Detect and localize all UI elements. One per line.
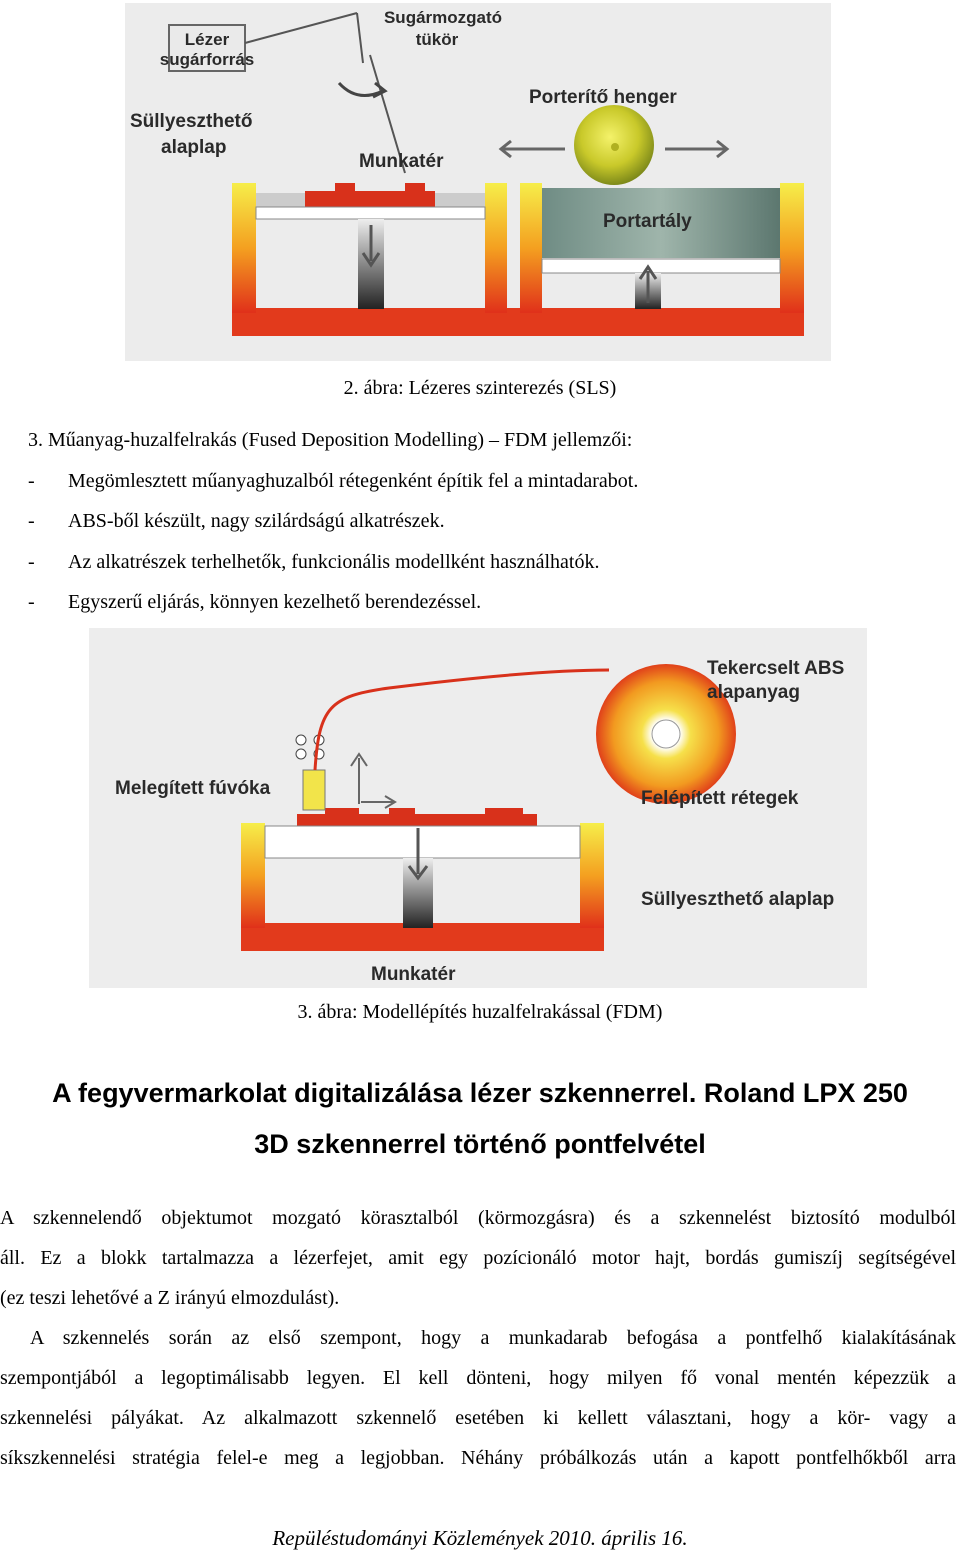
sls-label-chamber: Munkatér — [359, 151, 444, 172]
paragraph-line: áll. Ez a blokk tartalmazza a lézerfejet, amit egy pozícionáló motor hajt, bordás gumiszíj segítségével — [0, 1247, 956, 1269]
sls-label-tank: Portartály — [603, 211, 692, 232]
figure-2-caption: 2. ábra: Lézeres szinterezés (SLS) — [343, 377, 617, 399]
sls-label-mirror-2: tükör — [415, 30, 459, 49]
fdm-platform — [265, 826, 580, 858]
paragraph-line: A szkennelendő objektumot mozgató körasztalból (körmozgásra) és a szkennelést biztosító modulból — [0, 1207, 956, 1229]
sls-label-mirror-1: Sugármozgató — [383, 8, 503, 27]
paragraph-line: síkszkennelési stratégia felel-e meg a legjobban. Néhány próbálkozás után a kapott pontfelhőkből arra — [0, 1447, 956, 1469]
fdm-nozzle — [303, 770, 325, 810]
page-footer: Repüléstudományi Közlemények 2010. április 16. — [272, 1526, 688, 1550]
fdm-label-spool-2: alapanyag — [707, 682, 800, 703]
figure-fdm — [89, 628, 867, 988]
sls-wall — [520, 183, 542, 313]
fdm-label-spool-1: Tekercselt ABS — [707, 658, 845, 679]
paragraph-1 — [0, 1198, 956, 1318]
sls-platform — [256, 207, 485, 219]
figure-sls — [125, 3, 831, 361]
sls-base — [232, 308, 804, 336]
fdm-label-nozzle: Melegített fúvóka — [115, 778, 271, 799]
fdm-wall — [580, 823, 604, 928]
sls-label-laser-1: Lézer — [184, 30, 230, 49]
sls-label-laser-2: sugárforrás — [159, 50, 255, 69]
paragraph-line: (ez teszi lehetővé a Z irányú elmozdulást). — [0, 1287, 340, 1309]
sls-wall — [232, 183, 256, 313]
paragraph-line: szkennelési pályákat. Az alkalmazott szkennelő esetében ki kellett választani, hogy a kör- vagy a — [0, 1407, 956, 1429]
sls-label-roller: Porterítő henger — [529, 87, 677, 108]
list-item: - Megömlesztett műanyaghuzalból rétegenként építik fel a mintadarabot. — [28, 470, 639, 492]
figure-3-caption: 3. ábra: Modellépítés huzalfelrakással (FDM) — [297, 1001, 663, 1023]
sls-wall — [485, 183, 507, 313]
sls-part — [305, 191, 435, 207]
paragraph-2 — [0, 1318, 956, 1478]
paragraph-line: A szkennelés során az első szempont, hogy a munkadarab befogása a pontfelhő kialakításának — [30, 1327, 956, 1349]
fdm-heading: 3. Műanyag-huzalfelrakás (Fused Deposition Modelling) – FDM jellemzői: — [28, 429, 633, 451]
sls-label-platform-2: alaplap — [161, 137, 227, 158]
list-item: - ABS-ből készült, nagy szilárdságú alkatrészek. — [28, 510, 445, 532]
sls-wall — [780, 183, 804, 313]
fdm-label-layers: Felépített rétegek — [641, 788, 799, 809]
section-title-line-1: A fegyvermarkolat digitalizálása lézer szkennerrel. Roland LPX 250 — [52, 1078, 908, 1108]
fdm-wall — [241, 823, 265, 928]
list-item: - Egyszerű eljárás, könnyen kezelhető berendezéssel. — [28, 591, 482, 613]
fdm-label-chamber: Munkatér — [371, 964, 456, 985]
fdm-label-platform: Süllyeszthető alaplap — [641, 889, 835, 910]
list-item: - Az alkatrészek terhelhetők, funkcionális modellként használhatók. — [28, 551, 600, 573]
paragraph-line: szempontjából a legoptimálisabb legyen. El kell dönteni, hogy milyen fő vonal mentén képezzük a — [0, 1367, 956, 1389]
sls-label-platform-1: Süllyeszthető — [130, 111, 253, 132]
section-title-line-2: 3D szkennerrel történő pontfelvétel — [254, 1129, 706, 1159]
